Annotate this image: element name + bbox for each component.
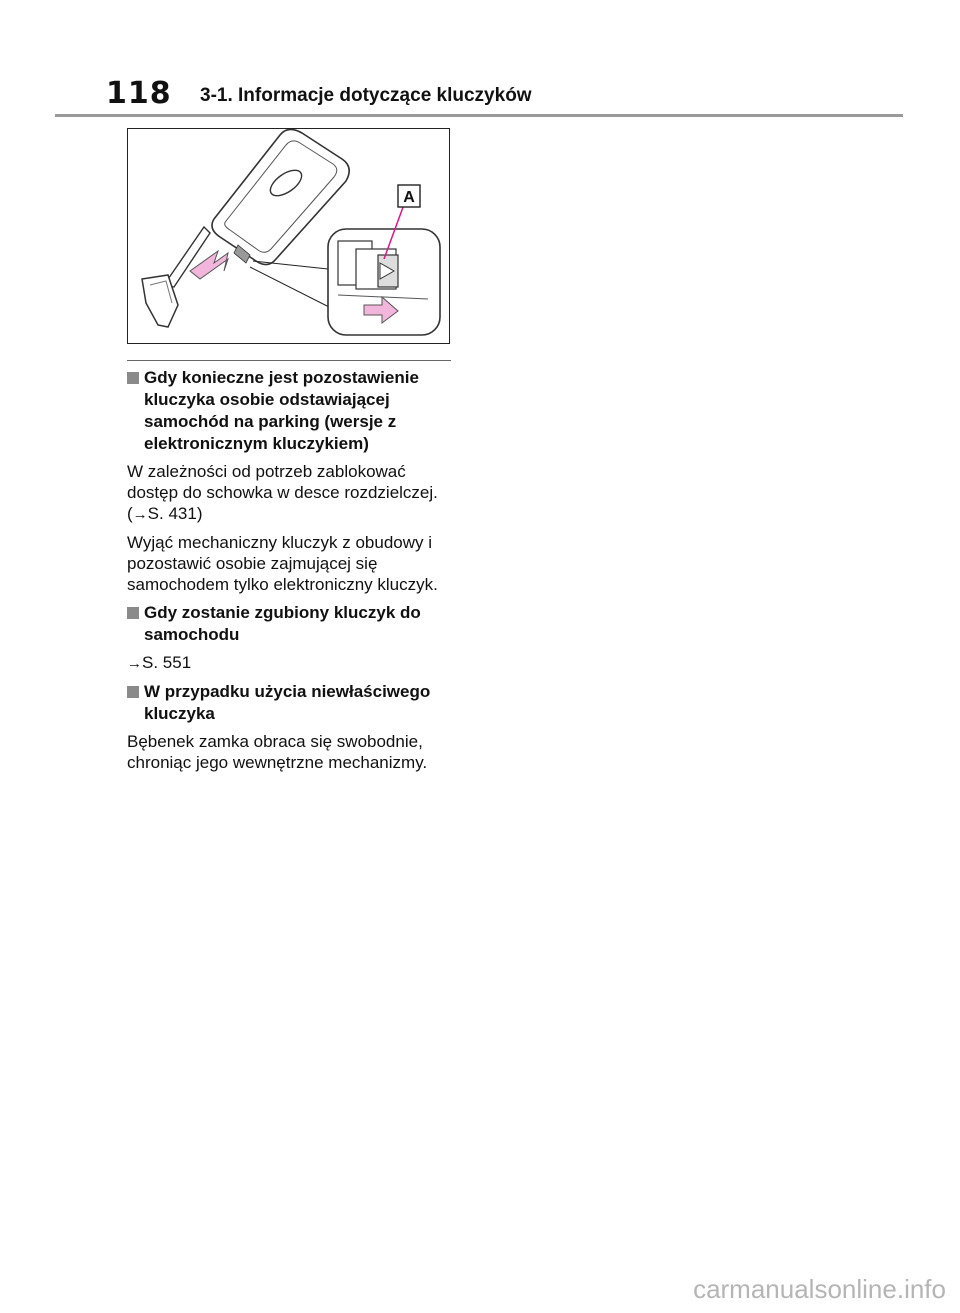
key-removal-illustration (127, 128, 450, 344)
bullet-square-icon (127, 607, 139, 619)
header-divider (55, 114, 903, 117)
section-wrong-key (127, 681, 457, 773)
page-reference: S. 551 (142, 653, 192, 672)
content-column (127, 367, 457, 780)
section-title: 3-1. Informacje dotyczące kluczyków (200, 85, 532, 106)
paragraph (127, 652, 457, 674)
watermark: carmanualsonline.info (693, 1274, 946, 1304)
callout-label: A (403, 189, 415, 206)
release-button-inset (328, 229, 440, 335)
section-heading: W przypadku użycia niewłaściwego kluczyka (127, 681, 457, 725)
arrow-icon: → (127, 655, 142, 672)
paragraph: Bębenek zamka obraca się swobodnie, chroniąc jego wewnętrzne mechanizmy. (127, 732, 428, 772)
paragraph: Wyjąć mechaniczny kluczyk z obudowy i pozostawić osobie zajmującej się samochodem tylko elektroniczny kluczyk. (127, 533, 438, 594)
content-divider (127, 360, 451, 361)
page-reference: S. 431 (147, 504, 197, 523)
section-valet (127, 367, 457, 595)
section-heading: Gdy konieczne jest pozostawienie kluczyka osobie odstawiającej samochód na parking (wersje z elektronicznym kluczykiem) (127, 367, 457, 455)
bullet-square-icon (127, 686, 139, 698)
bullet-square-icon (127, 372, 139, 384)
paragraph: W zależności od potrzeb zablokować dostęp do schowka w desce rozdzielczej. (→S. 431) (127, 462, 438, 523)
page-number: 118 (106, 76, 172, 111)
section-lost-key (127, 602, 457, 674)
arrow-icon: → (132, 506, 148, 523)
section-heading: Gdy zostanie zgubiony kluczyk do samochodu (127, 602, 457, 646)
